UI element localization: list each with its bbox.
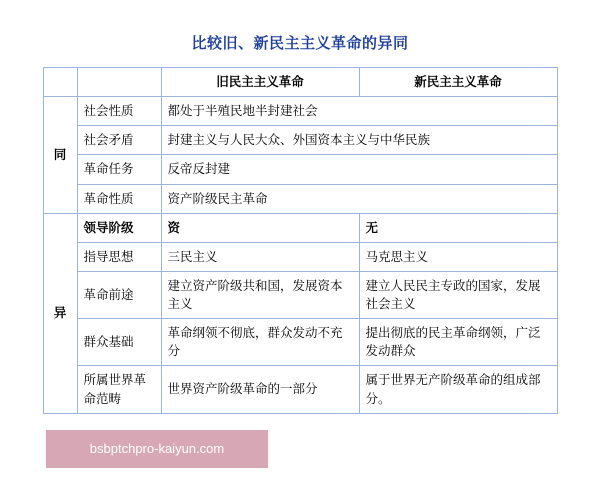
row-value-old: 世界资产阶级革命的一部分 <box>161 366 359 413</box>
row-value-merged: 资产阶级民主革命 <box>161 184 557 213</box>
row-label: 所属世界革命范畴 <box>77 366 161 413</box>
row-value-merged: 封建主义与人民大众、外国资本主义与中华民族 <box>161 126 557 155</box>
watermark-label: bsbptchpro-kaiyun.com <box>89 441 225 456</box>
row-label: 革命任务 <box>77 155 161 184</box>
page-title: 比较旧、新民主主义革命的异同 <box>191 35 409 52</box>
row-value-old: 资 <box>161 213 359 242</box>
table-row <box>43 184 557 213</box>
row-label: 社会性质 <box>77 97 161 126</box>
table-row-header <box>43 68 557 97</box>
table-row <box>43 271 557 318</box>
table-row <box>43 366 557 413</box>
row-label: 社会矛盾 <box>77 126 161 155</box>
header-corner-cell <box>43 68 77 97</box>
header-label-cell <box>77 68 161 97</box>
header-new-revolution: 新民主主义革命 <box>359 68 557 97</box>
row-value-new: 属于世界无产阶级革命的组成部分。 <box>359 366 557 413</box>
row-label: 革命前途 <box>77 271 161 318</box>
row-value-old: 建立资产阶级共和国，发展资本主义 <box>161 271 359 318</box>
table-row <box>43 319 557 366</box>
row-value-new: 无 <box>359 213 557 242</box>
row-value-old: 三民主义 <box>161 242 359 271</box>
row-value-new: 马克思主义 <box>359 242 557 271</box>
row-label: 指导思想 <box>77 242 161 271</box>
table-row <box>43 126 557 155</box>
row-value-old: 革命纲领不彻底，群众发动不充分 <box>161 319 359 366</box>
row-value-new: 建立人民民主专政的国家，发展社会主义 <box>359 271 557 318</box>
row-label: 群众基础 <box>77 319 161 366</box>
comparison-table <box>43 67 558 414</box>
group-different: 异 <box>43 213 77 413</box>
group-same: 同 <box>43 97 77 214</box>
table-row <box>43 213 557 242</box>
row-value-new: 提出彻底的民主革命纲领，广泛发动群众 <box>359 319 557 366</box>
table-row <box>43 242 557 271</box>
row-value-merged: 都处于半殖民地半封建社会 <box>161 97 557 126</box>
table-row <box>43 97 557 126</box>
row-label: 领导阶级 <box>77 213 161 242</box>
row-label: 革命性质 <box>77 184 161 213</box>
header-old-revolution: 旧民主主义革命 <box>161 68 359 97</box>
row-value-merged: 反帝反封建 <box>161 155 557 184</box>
table-row <box>43 155 557 184</box>
